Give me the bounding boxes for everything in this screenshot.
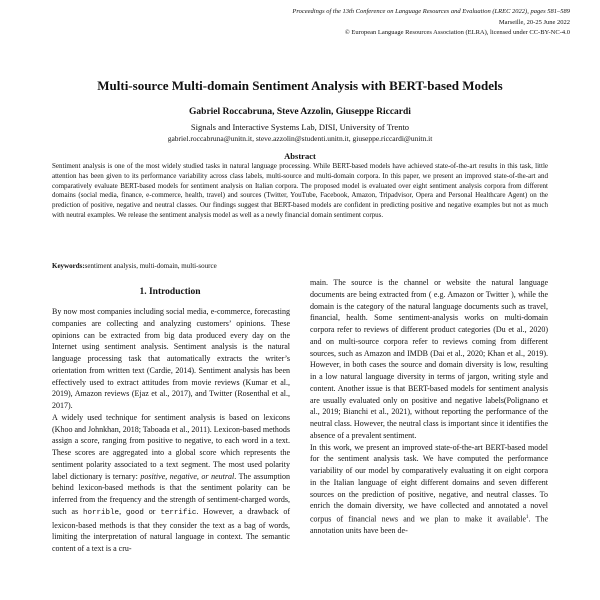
abstract-heading: Abstract: [284, 151, 316, 161]
author-emails: gabriel.roccabruna@unitn.it, steve.azzolin@studenti.unitn.it, giuseppe.riccardi@unitn.it: [167, 134, 433, 143]
example-word-horrible: horrible: [83, 508, 120, 517]
footnote-marker: 1: [526, 515, 529, 520]
left-column: [52, 306, 290, 555]
proceedings-header: [190, 7, 570, 39]
paper-authors: Gabriel Roccabruna, Steve Azzolin, Giuseppe Riccardi: [189, 107, 411, 117]
intro-paragraph-1: By now most companies including social media, e-commerce, forecasting companies are collecting and analyzing customers’ opinions. These opinions can be extracted from big data produced every day on the Internet using sentiment analysis. Sentiment analysis is the natural language processing task that automatically extracts the writer’s orientation from written text (Cardie, 2014). Sentiment analysis has been effectively used to extract attitudes from movie reviews (Kumar et al., 2019), Amazon reviews (Ejaz et al., 2017), and Twitter (Rosenthal et al., 2017).: [52, 307, 290, 410]
polarity-labels: positive, negative, or neutral: [140, 471, 235, 481]
intro-paragraph-2: A widely used technique for sentiment analysis is based on lexicons (Khoo and Johnkhan, 2018; Taboada et al., 2011). Lexicon-based methods assign a score, ranging from positive to negative, to each word in a text. These scores are aggregated into a global score which represents the sentiment polarity associated to a text segment. The most used polarity label dictionary is ternary: positive, negative, or neutral. The assumption behind lexicon-based methods is that the sentiment polarity can be inferred from the frequency and the strength of sentiment-charged words, such as horrible, good or terrific. However, a drawback of lexicon-based methods is that they consider the text as a bag of words, limiting the interpretation of natural language in context. The semantic content of a text is a cru-: [52, 412, 291, 553]
right-column: [310, 277, 548, 537]
section-heading-introduction: 1. Introduction: [139, 287, 201, 297]
affiliation-block: [0, 121, 600, 145]
p2-text-c: . However, a drawback of lexicon-based methods is that they consider the text as a bag of words, limiting the interpretation of natural language in context. The semantic content of a text is a cru-: [52, 506, 291, 553]
example-word-good: good: [125, 508, 144, 517]
keywords: [52, 261, 548, 271]
example-word-terrific: terrific: [160, 508, 197, 517]
proceedings-line: Proceedings of the 13th Conference on Language Resources and Evaluation (LREC 2022), pages 581–589: [292, 8, 570, 15]
location-line: Marseille, 20-25 June 2022: [498, 18, 570, 26]
p4-text: In this work, we present an improved state-of-the-art BERT-based model for the sentiment analysis task. We have computed the performance variability of our model by comparatively evaluating it on eight corpora in the Italian language of eight different domains and seven different sources on the prediction of positive, negative, and neutral classes. To enrich the domain diversity, we have collected and annotated a novel corpus of financial news and we plan to make it available: [310, 442, 548, 524]
p2-text-a: A widely used technique for sentiment analysis is based on lexicons (Khoo and Johnkhan, 2018; Taboada et al., 2011). Lexicon-based methods assign a score, ranging from positive to negative, to each word in a text. These scores are aggregated into a global score which represents the sentiment polarity associated to a text segment. The most used polarity label dictionary is ternary:: [52, 412, 290, 481]
abstract-text: Sentiment analysis is one of the most widely studied tasks in natural language processing. While BERT-based models have achieved state-of-the-art results in this task, little attention has been given to its performance variability across class labels, multi-source and multi-domain corpora. In this paper, we present an improved state-of-the-art and comparatively evaluate BERT-based models for sentiment analysis on Italian corpora. The proposed model is evaluated over eight sentiment analysis corpora from different domains (social media, finance, e-commerce, health, travel) and sources (Twitter, YouTube, Facebook, Amazon, Tripadvisor, Opera and Personal Healthcare Agent) on the prediction of positive, negative and neutral classes. Our findings suggest that BERT-based models are confident in predicting positive and negative examples but not as much with neutral examples. We release the sentiment analysis model as well as a newly financial domain sentiment corpus.: [52, 162, 548, 219]
keywords-label: Keywords:: [52, 262, 85, 270]
affiliation: Signals and Interactive Systems Lab, DISI, University of Trento: [190, 122, 410, 132]
p2-text-b: . The assumption behind lexicon-based methods is that the sentiment polarity can be inferred from the frequency and the strength of sentiment-charged words, such as: [52, 471, 291, 516]
copyright-line: © European Language Resources Association (ELRA), licensed under CC-BY-NC-4.0: [344, 29, 570, 36]
paper-title: Multi-source Multi-domain Sentiment Analysis with BERT-based Models: [97, 78, 503, 93]
intro-paragraph-3: main. The source is the channel or website the natural language documents are being extracted from ( e.g. Amazon or Twitter ), while the domain is the category of the natural language documents such as travel, financial, health. Some sentiment-analysis works on multi-domain corpora refer to reviews of different product categories (Du et al., 2020) and on multi-source corpora refer to reviews coming from different sources, such as Amazon and IMDB (Dai et al., 2020; Khan et al., 2019). However, in both cases the source and domain diversity is low, resulting in a low natural language diversity in terms of jargon, writing style and content. Another issue is that BERT-based models for sentiment analysis are usually evaluated only on positive and negative labels(Polignano et al., 2019; Bianchi et al., 2021), without reporting the performance of the neutral class. However, the neutral class is important since it identifies the absence of a prevalent sentiment.: [310, 278, 548, 440]
intro-paragraph-4: [310, 442, 548, 538]
p4-text-end: . The annotation units have been de-: [310, 514, 548, 536]
keywords-text: sentiment analysis, multi-domain, multi-source: [84, 262, 217, 270]
